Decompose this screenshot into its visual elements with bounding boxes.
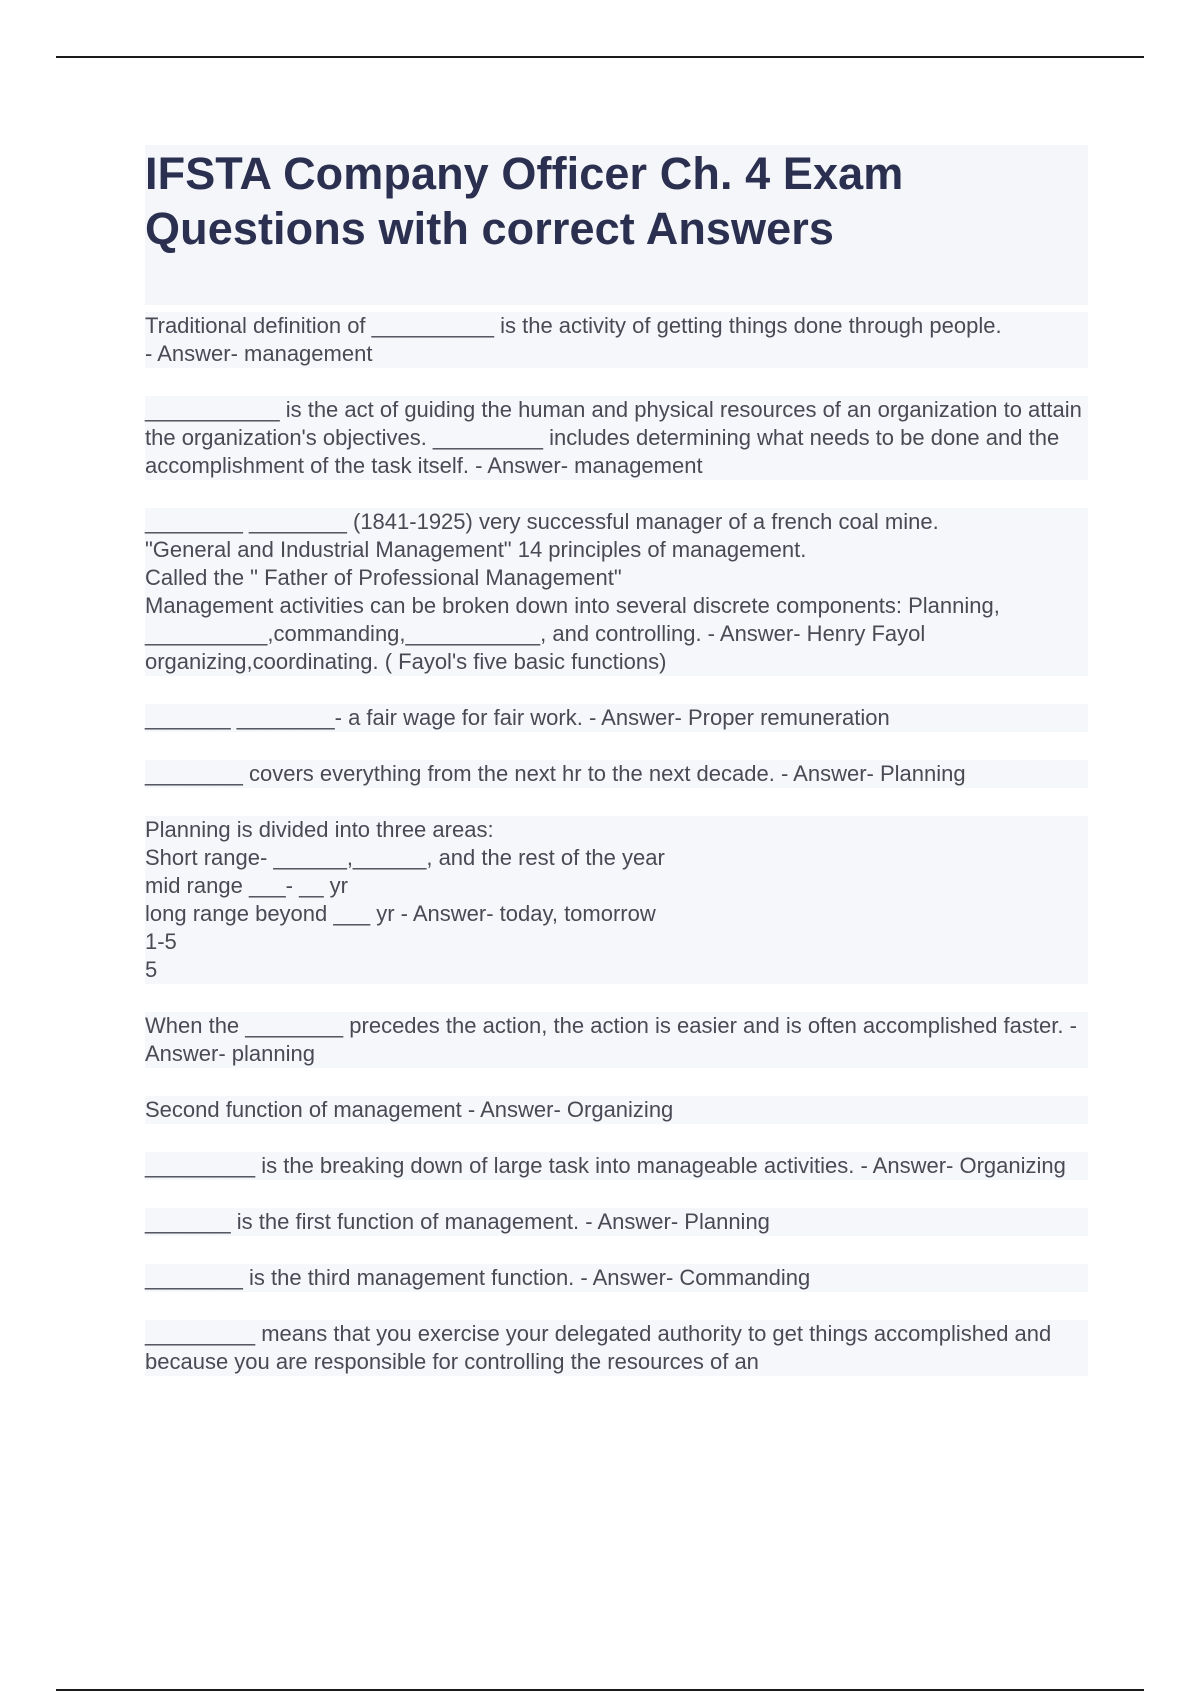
qa-item: [145, 760, 1088, 788]
qa-item: [145, 1208, 1088, 1236]
bottom-rule: [56, 1689, 1144, 1691]
qa-text: _________ means that you exercise your delegated authority to get things accomplished and because you are responsible for controlling the resources of an: [145, 1320, 1088, 1376]
qa-text: _________ is the breaking down of large task into manageable activities. - Answer- Organizing: [145, 1152, 1088, 1180]
qa-list: [145, 312, 1088, 1404]
qa-text: ________ is the third management function. - Answer- Commanding: [145, 1264, 1088, 1292]
qa-text: Traditional definition of __________ is the activity of getting things done through people. - Answer- management: [145, 312, 1088, 368]
qa-item: [145, 1152, 1088, 1180]
qa-text: ________ covers everything from the next hr to the next decade. - Answer- Planning: [145, 760, 1088, 788]
qa-text: ___________ is the act of guiding the human and physical resources of an organization to attain the organization's objectives. _________ includes determining what needs to be done and the accomplishment of the task itself. - Answer- management: [145, 397, 1088, 478]
qa-text: When the ________ precedes the action, the action is easier and is often accomplished faster. - Answer- planning: [145, 1012, 1088, 1068]
qa-text: Planning is divided into three areas: Short range- ______,______, and the rest of the year mid range ___- __ yr long range beyond ___ yr - Answer- today, tomorrow 1-5 5: [145, 816, 1088, 984]
qa-item: [145, 1320, 1088, 1376]
qa-item: [145, 816, 1088, 984]
top-rule: [56, 56, 1144, 58]
qa-item: [145, 508, 1088, 676]
qa-item: [145, 1264, 1088, 1292]
qa-text: Second function of management - Answer- Organizing: [145, 1096, 1088, 1124]
document-title: IFSTA Company Officer Ch. 4 Exam Questions with correct Answers: [145, 148, 904, 254]
qa-text: _______ ________- a fair wage for fair work. - Answer- Proper remuneration: [145, 704, 1088, 732]
qa-item: [145, 1096, 1088, 1124]
qa-text: ________ ________ (1841-1925) very successful manager of a french coal mine. "General and Industrial Management" 14 principles of management. Called the " Father of Professional Management" Management activities can be broken down into several discrete components: Planning, __________,commanding,___________, and controlling. - Answer- Henry Fayol organizing,coordinating. ( Fayol's five basic functions): [145, 508, 1088, 676]
qa-text: _______ is the first function of management. - Answer- Planning: [145, 1208, 1088, 1236]
qa-item: [145, 396, 1088, 480]
qa-item: [145, 704, 1088, 732]
qa-item: [145, 312, 1088, 368]
qa-item: [145, 1012, 1088, 1068]
